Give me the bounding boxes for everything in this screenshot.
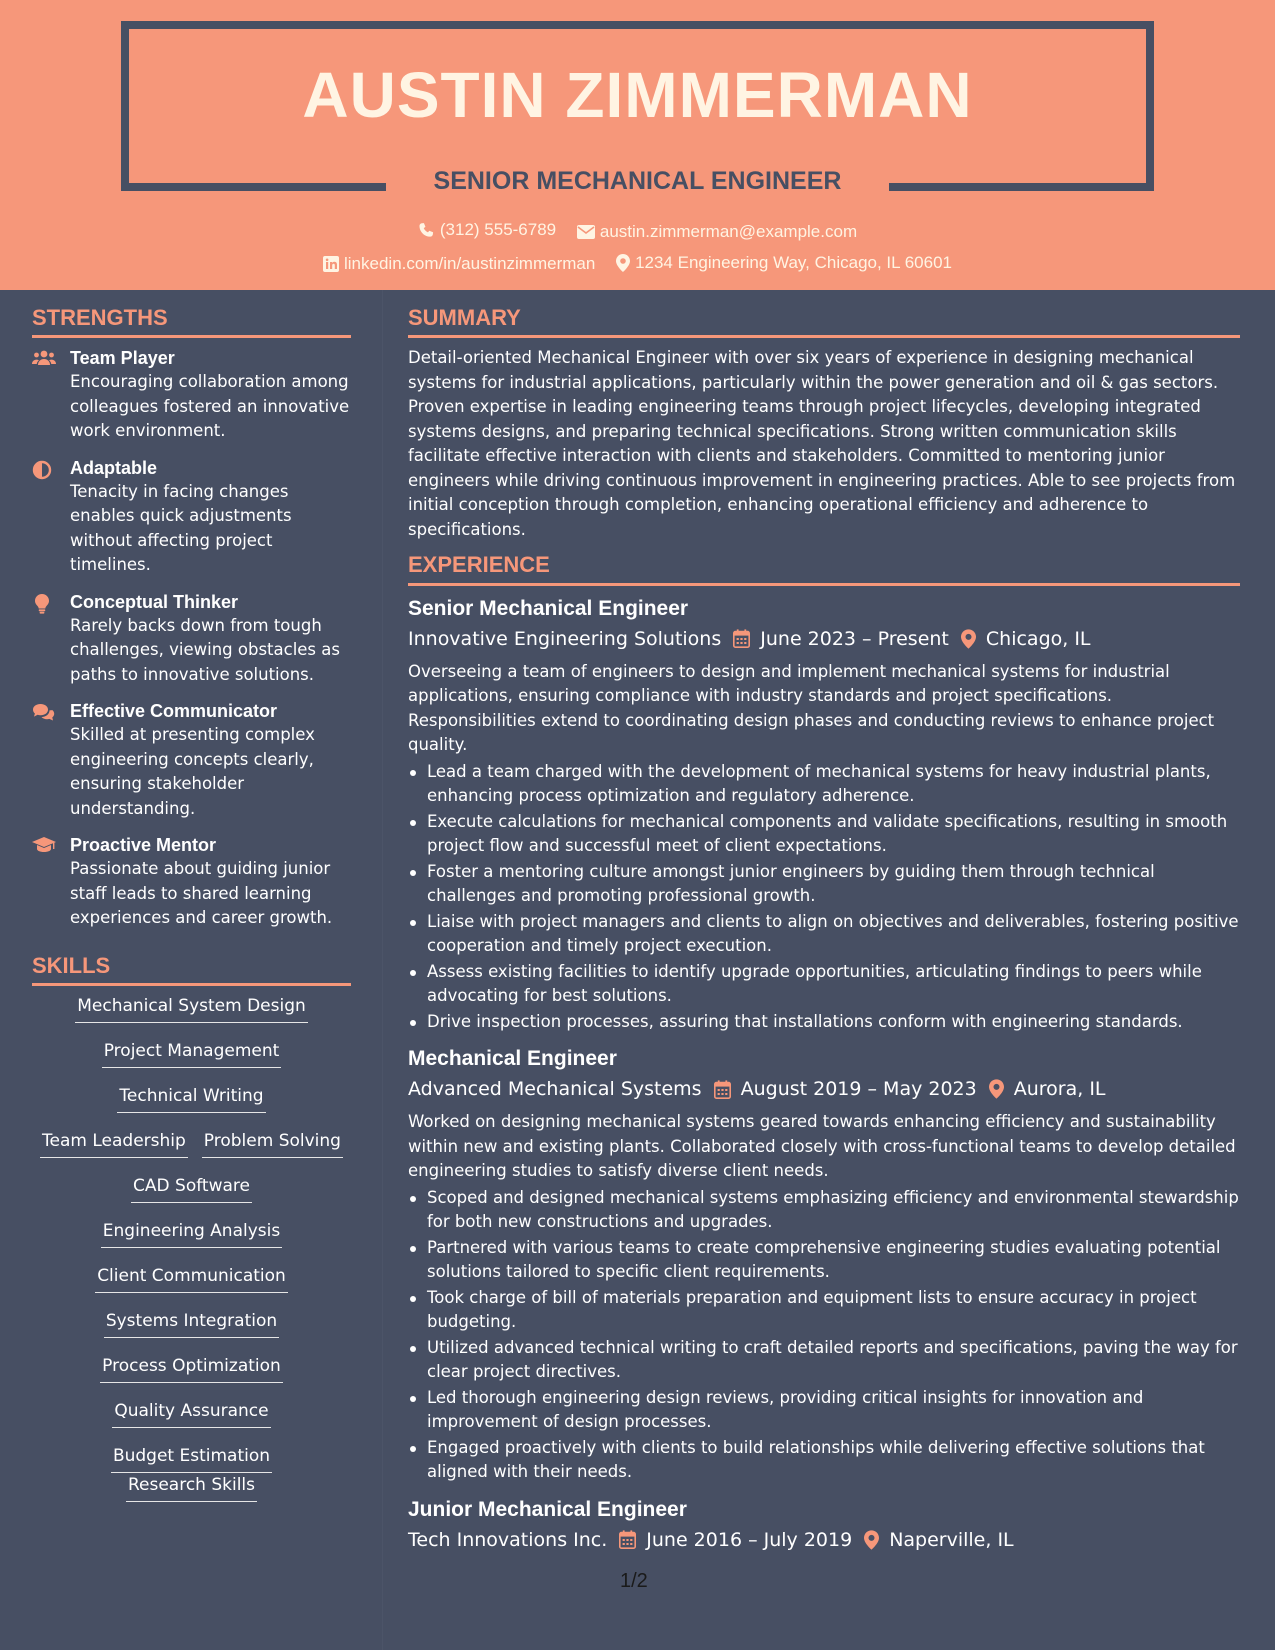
- strength-title: Conceptual Thinker: [70, 591, 239, 612]
- bullet-item: Drive inspection processes, assuring that installations conform with engineering standards.: [408, 1010, 1240, 1035]
- bullet-item: Led thorough engineering design reviews, providing critical insights for innovation and improvement of design processes.: [408, 1386, 1240, 1435]
- job-dates-text: June 2016 – July 2019: [646, 1528, 853, 1551]
- phone-contact[interactable]: [418, 220, 556, 240]
- candidate-title: SENIOR MECHANICAL ENGINEER: [433, 167, 842, 195]
- column-divider: [382, 290, 383, 1650]
- job-dates: [733, 624, 949, 654]
- skills-list: [32, 994, 351, 1496]
- experience-heading: EXPERIENCE: [408, 552, 1240, 585]
- calendar-icon: [733, 629, 750, 648]
- job-location: [961, 624, 1091, 654]
- experience-entry: [408, 1495, 1240, 1555]
- bullet-item: Execute calculations for mechanical components and validate specifications, resulting in smooth project flow and successful meet of client expectations.: [408, 810, 1240, 859]
- summary-text: Detail-oriented Mechanical Engineer with over six years of experience in designing mechanical systems for industrial applications, particularly within the power generation and oil & gas sectors. Proven expertise in leading engineering teams through project lifecycles, developing integrated systems designs, and preparing technical specifications. Strong written communication skills facilitate effective interaction with clients and stakeholders. Committed to mentoring junior engineers while driving continuous improvement in engineering practices. Able to see projects from initial conception through completion, enhancing operational efficiency and adherence to specifications.: [408, 348, 1236, 539]
- bullet-item: Took charge of bill of materials preparation and equipment lists to ensure accuracy in project budgeting.: [408, 1286, 1240, 1335]
- bullet-item: Foster a mentoring culture amongst junior engineers by guiding them through technical challenges and promoting professional growth.: [408, 860, 1240, 909]
- job-dates-text: August 2019 – May 2023: [740, 1078, 977, 1101]
- skill-tag: Team Leadership: [40, 1129, 188, 1158]
- job-dates-text: June 2023 – Present: [760, 627, 949, 650]
- skill-tag: Process Optimization: [100, 1354, 283, 1383]
- job-meta: [408, 1525, 1240, 1555]
- bullet-item: Partnered with various teams to create comprehensive engineering studies evaluating potential solutions tailored to specific client requirements.: [408, 1236, 1240, 1285]
- experience-entry: [408, 594, 1240, 1035]
- map-pin-icon: [864, 1530, 879, 1550]
- job-dates: [619, 1525, 852, 1555]
- skill-tag: Mechanical System Design: [75, 994, 308, 1023]
- job-location: [989, 1074, 1106, 1104]
- skill-tag: Quality Assurance: [112, 1399, 270, 1428]
- company-name: Tech Innovations Inc.: [408, 1528, 608, 1551]
- graduation-cap-icon: [32, 833, 70, 931]
- linkedin-contact[interactable]: [323, 254, 595, 274]
- address-text: 1234 Engineering Way, Chicago, IL 60601: [635, 253, 952, 272]
- contact-row-1: [0, 220, 1275, 244]
- job-title: Mechanical Engineer: [408, 1047, 617, 1071]
- experience-entry: [408, 1044, 1240, 1485]
- company-name: Innovative Engineering Solutions: [408, 627, 722, 650]
- skill-tag: Research Skills: [126, 1473, 257, 1502]
- calendar-icon: [714, 1080, 731, 1099]
- skill-tag: CAD Software: [131, 1174, 252, 1203]
- skill-tag: Client Communication: [95, 1264, 288, 1293]
- users-icon: [32, 346, 70, 444]
- strength-title: Adaptable: [70, 457, 158, 478]
- email-text: austin.zimmerman@example.com: [599, 221, 858, 241]
- strength-title: Proactive Mentor: [70, 835, 217, 856]
- job-bullets: [408, 1186, 1240, 1485]
- job-bullets: [408, 760, 1240, 1035]
- lightbulb-icon: [32, 590, 70, 688]
- bullet-item: Scoped and designed mechanical systems emphasizing efficiency and environmental stewardship for both new constructions and upgrades.: [408, 1186, 1240, 1235]
- job-location-text: Chicago, IL: [985, 627, 1091, 650]
- address-contact: [616, 253, 952, 273]
- skills-heading: SKILLS: [32, 953, 351, 986]
- bullet-item: Utilized advanced technical writing to craft detailed reports and specifications, paving the way for clear project directives.: [408, 1336, 1240, 1385]
- left-column: [32, 305, 351, 1496]
- skill-tag: Budget Estimation: [111, 1444, 272, 1473]
- map-pin-icon: [616, 254, 630, 272]
- job-location-text: Aurora, IL: [1013, 1078, 1106, 1101]
- experience-list: [408, 594, 1240, 1555]
- strength-desc: Tenacity in facing changes enables quick adjustments without affecting project timelines.: [70, 481, 292, 575]
- strength-title: Team Player: [70, 348, 175, 369]
- strength-item: [32, 833, 351, 931]
- candidate-name: AUSTIN ZIMMERMAN: [302, 59, 973, 131]
- strength-desc: Encouraging collaboration among colleagues fostered an innovative work environment.: [70, 372, 350, 441]
- job-meta: [408, 624, 1240, 654]
- comments-icon: [32, 699, 70, 821]
- company-name: Advanced Mechanical Systems: [408, 1078, 702, 1101]
- email-contact[interactable]: [577, 222, 857, 242]
- phone-text: (312) 555-6789: [439, 220, 557, 239]
- bullet-item: Engaged proactively with clients to build relationships while delivering effective solutions that aligned with their needs.: [408, 1436, 1240, 1485]
- skill-tag: Technical Writing: [117, 1084, 265, 1113]
- strength-item: [32, 456, 351, 578]
- phone-icon: [418, 222, 435, 239]
- job-meta: [408, 1074, 1240, 1104]
- resume-header: [0, 0, 1275, 290]
- strengths-heading: STRENGTHS: [32, 305, 351, 338]
- job-location: [864, 1525, 1013, 1555]
- job-title: Senior Mechanical Engineer: [408, 596, 689, 620]
- job-title: Junior Mechanical Engineer: [408, 1497, 687, 1521]
- contact-row-2: [0, 253, 1275, 277]
- strength-desc: Skilled at presenting complex engineering concepts clearly, ensuring stakeholder understanding.: [70, 725, 315, 818]
- skill-tag: Engineering Analysis: [101, 1219, 282, 1248]
- envelope-icon: [577, 225, 595, 239]
- strength-item: [32, 699, 351, 821]
- map-pin-icon: [961, 629, 976, 649]
- strength-desc: Rarely backs down from tough challenges, viewing obstacles as paths to innovative solutions.: [70, 615, 340, 684]
- skill-tag: Systems Integration: [104, 1309, 279, 1338]
- right-column: [408, 305, 1240, 1565]
- linkedin-icon: [323, 256, 339, 272]
- linkedin-text: linkedin.com/in/austinzimmerman: [344, 254, 596, 273]
- skill-tag: Problem Solving: [202, 1129, 343, 1158]
- strength-item: [32, 590, 351, 688]
- job-description: Worked on designing mechanical systems geared towards enhancing efficiency and sustainability within new and existing plants. Collaborated closely with cross-functional teams to develop detailed engineering studies to satisfy diverse client needs.: [408, 1112, 1236, 1181]
- strength-item: [32, 346, 351, 444]
- half-circle-icon: [32, 456, 70, 578]
- bullet-item: Assess existing facilities to identify upgrade opportunities, articulating findings to peers while advocating for best solutions.: [408, 960, 1240, 1009]
- strength-title: Effective Communicator: [70, 701, 278, 722]
- page-number: 1/2: [620, 1570, 648, 1592]
- bullet-item: Lead a team charged with the development of mechanical systems for heavy industrial plants, enhancing process optimization and regulatory adherence.: [408, 760, 1240, 809]
- skill-tag: Project Management: [102, 1039, 282, 1068]
- bullet-item: Liaise with project managers and clients to align on objectives and deliverables, fostering positive cooperation and timely project execution.: [408, 910, 1240, 959]
- calendar-icon: [619, 1530, 636, 1549]
- job-dates: [714, 1074, 977, 1104]
- job-description: Overseeing a team of engineers to design and implement mechanical systems for industrial applications, ensuring compliance with industry standards and project specifications. Responsibilities extend to coordinating design phases and conducting reviews to enhance project quality.: [408, 661, 1215, 755]
- strength-desc: Passionate about guiding junior staff leads to shared learning experiences and career growth.: [70, 859, 333, 928]
- summary-heading: SUMMARY: [408, 305, 1240, 338]
- job-location-text: Naperville, IL: [889, 1528, 1014, 1551]
- map-pin-icon: [989, 1079, 1004, 1099]
